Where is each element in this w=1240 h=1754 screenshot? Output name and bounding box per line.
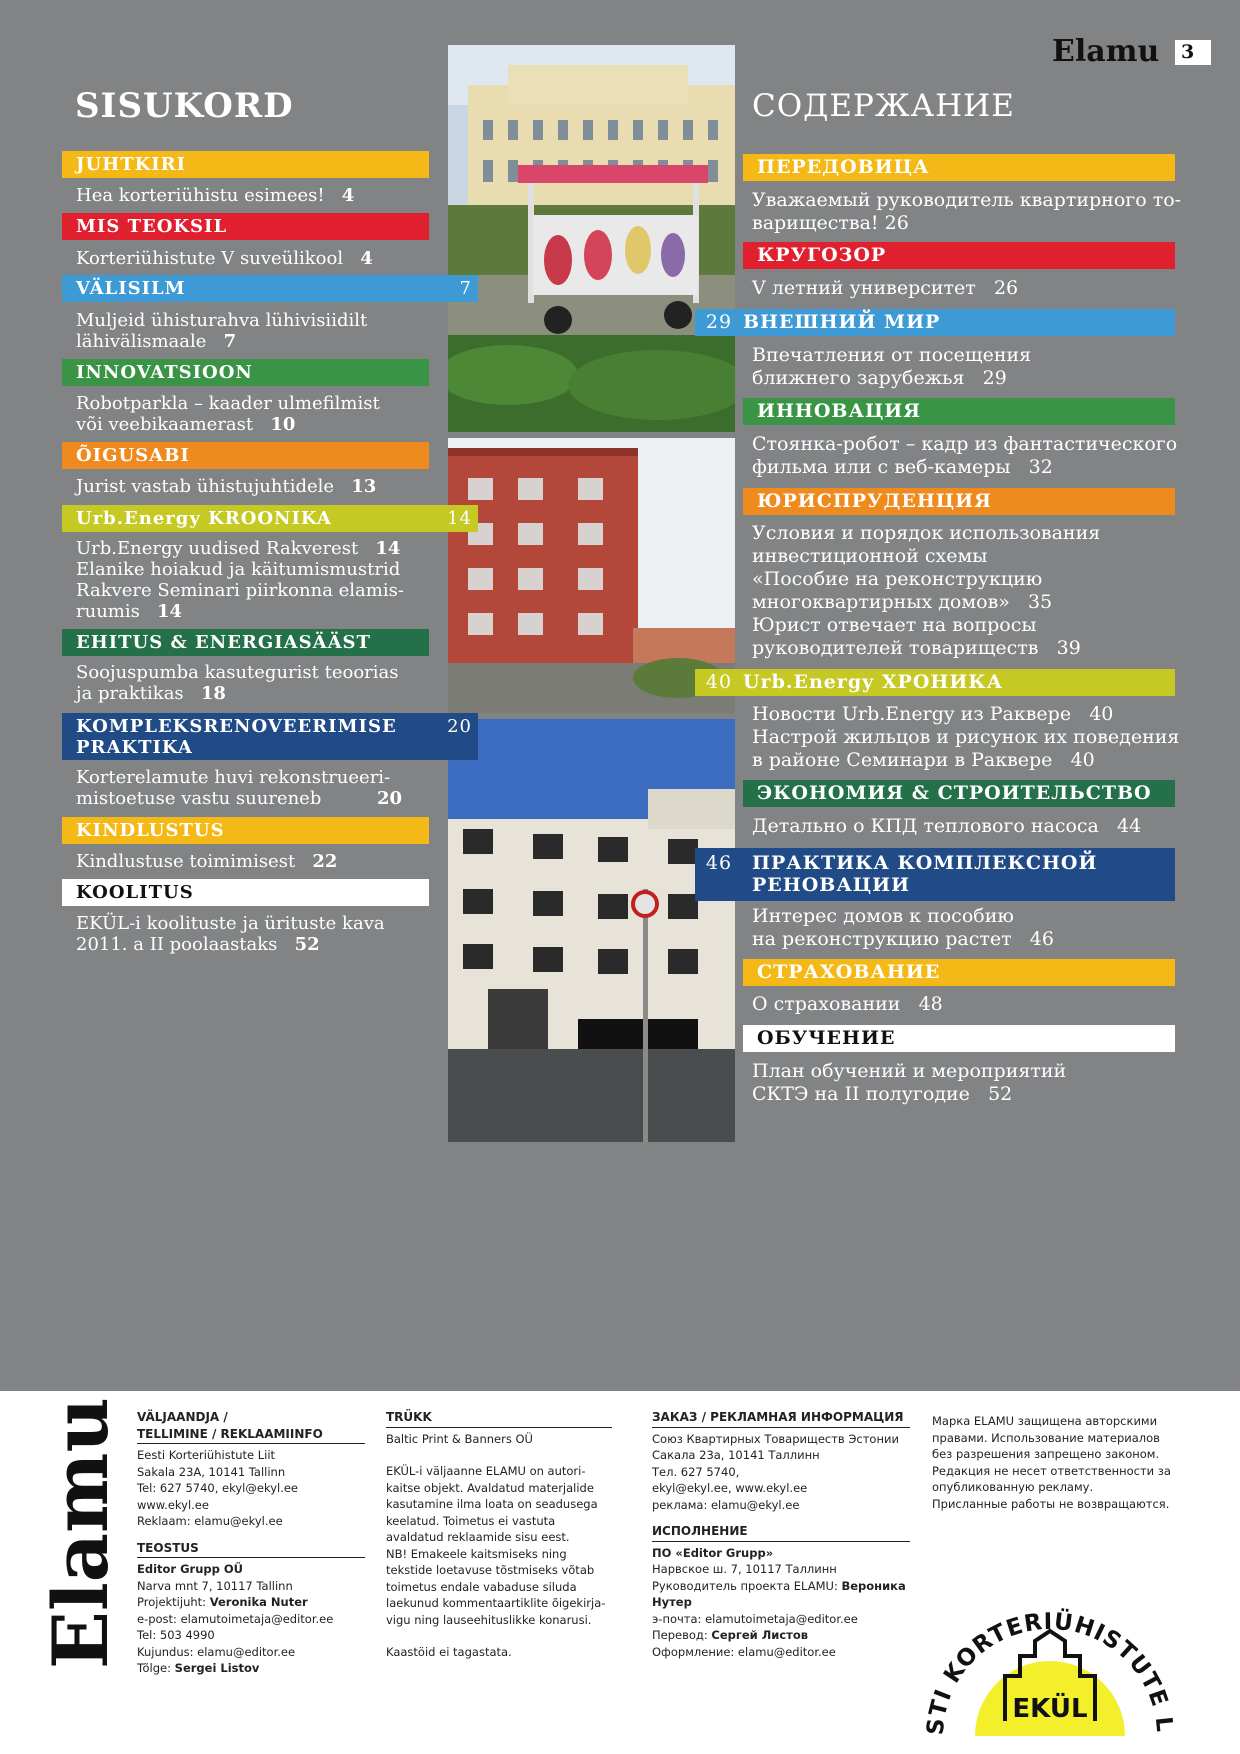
et-section-ehitus[interactable]: EHITUS & ENERGIASÄÄST bbox=[62, 629, 429, 656]
entry-text: 2011. a II poolaastaks bbox=[76, 934, 278, 955]
section-label: РЕНОВАЦИИ bbox=[752, 874, 911, 896]
entry-text: ближнего зарубежья bbox=[752, 367, 965, 389]
printer-line: kasutamine ilma loata on seadusega bbox=[386, 1497, 598, 1511]
page-ref: 7 bbox=[223, 331, 237, 352]
printer-line: tekstide loetavuse tõstmiseks võtab bbox=[386, 1563, 595, 1577]
copyright-line: опубликованную рекламу. bbox=[932, 1480, 1094, 1494]
printer-line: toimetus endale vabaduse siluda bbox=[386, 1579, 577, 1594]
photo-palace-golfcart bbox=[448, 45, 735, 432]
ru-contents-title: СОДЕРЖАНИЕ bbox=[752, 88, 1015, 124]
et-entry-kompleksrenoveerimise bbox=[76, 767, 402, 809]
executor-line: Kujundus: elamu@editor.ee bbox=[137, 1644, 296, 1659]
copyright-line: Присланные работы не возвращаются. bbox=[932, 1496, 1170, 1511]
section-label: Urb.Energy ХРОНИКА bbox=[743, 671, 1004, 693]
section-label: ВНЕШНИЙ МИР bbox=[743, 311, 941, 333]
copyright-line: правами. Использование материалов bbox=[932, 1430, 1160, 1445]
printer-line: kaitse objekt. Avaldatud materjalide bbox=[386, 1480, 594, 1495]
et-section-kindlustus[interactable]: KINDLUSTUS bbox=[62, 817, 429, 844]
et-contents-title: SISUKORD bbox=[75, 86, 294, 126]
entry-text: Elanike hoiakud ja käitumismustrid bbox=[76, 559, 401, 580]
entry-text: Интерес домов к пособию bbox=[752, 905, 1014, 927]
et-entry-juhtkiri bbox=[76, 185, 354, 206]
publisher-line: Tel: 627 5740, ekyl@ekyl.ee bbox=[137, 1481, 299, 1495]
ru-publisher-heading: ЗАКАЗ / РЕКЛАМНАЯ ИНФОРМАЦИЯ bbox=[652, 1409, 910, 1428]
ru-executor-line: Нарвское ш. 7, 10117 Таллинн bbox=[652, 1562, 837, 1576]
entry-text: О страховании bbox=[752, 993, 901, 1015]
ru-entry-hronika bbox=[752, 703, 1179, 772]
header-logo: Elamu bbox=[1052, 34, 1160, 69]
et-entry-oigusabi bbox=[76, 476, 376, 497]
ru-executor-line: ПО «Editor Grupp» bbox=[652, 1545, 774, 1560]
entry-text: План обучений и мероприятий bbox=[752, 1060, 1067, 1082]
publisher-line: www.ekyl.ee bbox=[137, 1497, 209, 1512]
entry-text: Soojuspumba kasutegurist teoorias bbox=[76, 662, 399, 683]
ekul-logo bbox=[925, 1541, 1175, 1741]
footer-logo: Elamu bbox=[36, 1397, 125, 1669]
page-ref: 20 bbox=[376, 788, 402, 809]
ru-publisher-line: Сакала 23а, 10141 Таллинн bbox=[652, 1448, 820, 1462]
entry-text: фильма или с веб-камеры bbox=[752, 456, 1011, 478]
ru-entry-obuchenie bbox=[752, 1060, 1066, 1106]
ru-section-krugozor[interactable]: КРУГОЗОР bbox=[743, 242, 1175, 269]
entry-text: ja praktikas bbox=[76, 683, 184, 704]
printer-block bbox=[386, 1409, 612, 1661]
et-section-oigusabi[interactable]: ÕIGUSABI bbox=[62, 442, 429, 469]
entry-text: V летний университет bbox=[752, 277, 976, 299]
entry-text: lähivälismaale bbox=[76, 331, 207, 352]
ru-publisher-line: ekyl@ekyl.ee, www.ekyl.ee bbox=[652, 1481, 808, 1495]
entry-text: Urb.Energy uudised Rakverest bbox=[76, 538, 359, 559]
section-label: PRAKTIKA bbox=[76, 737, 193, 758]
page-ref: 39 bbox=[1056, 637, 1081, 659]
ru-entry-krugozor bbox=[752, 277, 1018, 300]
entry-text: многоквартирных домов» bbox=[752, 591, 1010, 613]
ekul-mark-text: EKÜL bbox=[1012, 1694, 1088, 1724]
page-ref: 46 bbox=[1029, 928, 1054, 950]
page-ref: 32 bbox=[1028, 456, 1053, 478]
entry-text: Korteriühistute V suveülikool bbox=[76, 248, 344, 269]
ru-section-strahovanie[interactable]: СТРАХОВАНИЕ bbox=[743, 959, 1175, 986]
page-ref: 26 bbox=[884, 212, 909, 234]
ru-section-ekonomiya[interactable]: ЭКОНОМИЯ & СТРОИТЕЛЬСТВО bbox=[743, 780, 1175, 807]
et-entry-mis-teoksil bbox=[76, 248, 373, 269]
et-entry-kindlustus bbox=[76, 851, 337, 872]
page-ref: 26 bbox=[993, 277, 1019, 299]
copyright-line: без разрешения запрещено законом. bbox=[932, 1447, 1160, 1461]
entry-text: Детально о КПД теплового насоса bbox=[752, 815, 1099, 837]
et-entry-valisilm bbox=[76, 310, 367, 352]
entry-text: Robotparkla – kaader ulmefilmist bbox=[76, 393, 380, 414]
publisher-heading: VÄLJAANDJA / TELLIMINE / REKLAAMIINFO bbox=[137, 1409, 365, 1444]
copyright-line: Марка ELAMU защищена авторскими bbox=[932, 1414, 1158, 1428]
entry-text: Новости Urb.Energy из Раквере bbox=[752, 703, 1072, 725]
section-label: Urb.Energy KROONIKA bbox=[76, 508, 332, 529]
entry-text: ruumis bbox=[76, 601, 140, 622]
et-section-juhtkiri[interactable]: JUHTKIRI bbox=[62, 151, 429, 178]
ru-entry-ekonomiya bbox=[752, 815, 1141, 838]
page-ref: 10 bbox=[270, 414, 296, 435]
page-ref: 22 bbox=[312, 851, 338, 872]
entry-text: Jurist vastab ühistujuhtidele bbox=[76, 476, 335, 497]
page-ref: 52 bbox=[988, 1083, 1013, 1105]
entry-text: инвестиционной схемы bbox=[752, 545, 988, 567]
entry-text: варищества! bbox=[752, 212, 879, 234]
et-entry-koolitus bbox=[76, 913, 385, 955]
printer-line: laekunud kommentaartiklite õigekirja- bbox=[386, 1596, 606, 1610]
section-page-number: 7 bbox=[459, 278, 472, 299]
page-ref: 48 bbox=[918, 993, 943, 1015]
printer-heading: TRÜKK bbox=[386, 1409, 612, 1428]
ru-entry-strahovanie bbox=[752, 993, 943, 1016]
entry-text: Korterelamute huvi rekonstrueeri- bbox=[76, 767, 391, 788]
section-page-number: 20 bbox=[447, 716, 472, 737]
entry-text: Впечатления от посещения bbox=[752, 344, 1032, 366]
page-number: 3 bbox=[1175, 40, 1211, 65]
ru-entry-peredovica bbox=[752, 189, 1181, 235]
page-ref: 4 bbox=[360, 248, 373, 269]
copyright-line: Редакция не несет ответственности за bbox=[932, 1463, 1171, 1478]
ru-publisher-line: Союз Квартирных Товариществ Эстонии bbox=[652, 1431, 899, 1446]
imprint-footer bbox=[0, 1391, 1240, 1754]
ru-publisher-block bbox=[652, 1409, 910, 1660]
page-ref: 14 bbox=[157, 601, 183, 622]
ru-executor-heading: ИСПОЛНЕНИЕ bbox=[652, 1523, 910, 1542]
executor-heading: TEOSTUS bbox=[137, 1540, 365, 1559]
printer-line: Kaastöid ei tagastata. bbox=[386, 1645, 512, 1659]
entry-text: Юрист отвечает на вопросы bbox=[752, 614, 1037, 636]
ru-entry-vneshniy-mir bbox=[752, 344, 1031, 390]
page-ref: 29 bbox=[982, 367, 1007, 389]
et-section-valisilm[interactable] bbox=[62, 275, 478, 302]
executor-line: Tel: 503 4990 bbox=[137, 1628, 215, 1642]
entry-text: «Пособие на реконструкцию bbox=[752, 568, 1043, 590]
section-label: VÄLISILM bbox=[76, 278, 186, 299]
ru-section-obuchenie[interactable]: ОБУЧЕНИЕ bbox=[743, 1025, 1175, 1052]
ru-entry-innovaciya bbox=[752, 433, 1177, 479]
section-label: ПРАКТИКА КОМПЛЕКСНОЙ bbox=[752, 852, 1098, 874]
ru-section-innovaciya[interactable]: ИННОВАЦИЯ bbox=[743, 398, 1175, 425]
page-ref: 13 bbox=[351, 476, 377, 497]
page-ref: 18 bbox=[200, 683, 226, 704]
section-label: KOMPLEKSRENOVEERIMISE bbox=[76, 716, 397, 737]
entry-text: руководителей товариществ bbox=[752, 637, 1039, 659]
entry-text: СКТЭ на II полугодие bbox=[752, 1083, 970, 1105]
section-page-number: 14 bbox=[447, 508, 472, 529]
entry-text: Rakvere Seminari piirkonna elamis- bbox=[76, 580, 404, 601]
executor-line: Editor Grupp OÜ bbox=[137, 1562, 243, 1576]
page-ref: 52 bbox=[294, 934, 320, 955]
et-section-mis-teoksil[interactable]: MIS TEOKSIL bbox=[62, 213, 429, 240]
executor-line: Projektijuht: Veronika Nuter bbox=[137, 1595, 308, 1609]
et-section-kroonika[interactable] bbox=[62, 505, 478, 532]
ru-entry-praktika bbox=[752, 905, 1054, 951]
executor-line: Tõlge: Sergei Listov bbox=[137, 1661, 260, 1675]
entry-text: Kindlustuse toimimisest bbox=[76, 851, 296, 872]
printer-line: EKÜL-i väljaanne ELAMU on autori- bbox=[386, 1464, 586, 1478]
entry-text: Muljeid ühisturahva lühivisiidilt bbox=[76, 310, 368, 331]
page-ref: 35 bbox=[1028, 591, 1053, 613]
entry-text: Hea korteriühistu esimees! bbox=[76, 185, 325, 206]
ru-section-yurisprudenciya[interactable]: ЮРИСПРУДЕНЦИЯ bbox=[743, 488, 1175, 515]
ru-section-vneshniy-mir[interactable] bbox=[695, 309, 1175, 336]
publisher-line: Eesti Korteriühistute Liit bbox=[137, 1448, 276, 1462]
ru-executor-line: Перевод: Сергей Листов bbox=[652, 1628, 809, 1642]
executor-line: Narva mnt 7, 10117 Tallinn bbox=[137, 1578, 293, 1593]
entry-text: Стоянка-робот – кадр из фантастического bbox=[752, 433, 1178, 455]
page-ref: 14 bbox=[375, 538, 401, 559]
publisher-line: Sakala 23A, 10141 Tallinn bbox=[137, 1464, 286, 1479]
et-section-kompleksrenoveerimise[interactable] bbox=[62, 713, 478, 760]
publisher-block bbox=[137, 1409, 365, 1677]
ru-section-praktika[interactable] bbox=[695, 848, 1175, 901]
ru-entry-yurisprudenciya bbox=[752, 522, 1100, 660]
entry-text: Настрой жильцов и рисунок их поведения bbox=[752, 726, 1180, 748]
page-ref: 4 bbox=[341, 185, 355, 206]
ru-section-peredovica[interactable]: ПЕРЕДОВИЦА bbox=[743, 154, 1175, 181]
photo-red-apartment bbox=[448, 438, 735, 713]
publisher-line: Reklaam: elamu@ekyl.ee bbox=[137, 1514, 283, 1528]
page-ref: 40 bbox=[1089, 703, 1114, 725]
ru-publisher-line: реклама: elamu@ekyl.ee bbox=[652, 1497, 800, 1512]
section-page-number: 46 bbox=[705, 852, 733, 874]
entry-text: Условия и порядок использования bbox=[752, 522, 1101, 544]
ekul-arc-text: STI KORTERIÜHISTUTE L bbox=[925, 1608, 1175, 1737]
printer-line: vigu ning lauseehituslikke konarusi. bbox=[386, 1612, 592, 1627]
entry-text: Уважаемый руководитель квартирного то- bbox=[752, 189, 1182, 211]
et-section-innovatsioon[interactable]: INNOVATSIOON bbox=[62, 359, 429, 386]
entry-text: või veebikaamerast bbox=[76, 414, 254, 435]
section-page-number: 40 bbox=[705, 671, 733, 693]
copyright-block bbox=[932, 1413, 1182, 1512]
printer-line: Baltic Print & Banners OÜ bbox=[386, 1431, 533, 1446]
entry-text: EKÜL-i koolituste ja ürituste kava bbox=[76, 913, 385, 934]
photo-white-apartment bbox=[448, 719, 735, 1142]
ru-executor-line: Нутер bbox=[652, 1595, 692, 1609]
ru-executor-line: э-почта: elamutoimetaja@editor.ee bbox=[652, 1611, 858, 1626]
page-ref: 40 bbox=[1070, 749, 1095, 771]
et-entry-innovatsioon bbox=[76, 393, 380, 435]
ru-executor-line: Оформление: elamu@editor.ee bbox=[652, 1644, 836, 1659]
entry-text: в районе Семинари в Раквере bbox=[752, 749, 1053, 771]
printer-line: NB! Emakeele kaitsmiseks ning bbox=[386, 1546, 567, 1561]
ru-executor-line: Руководитель проекта ELAMU: Вероника bbox=[652, 1578, 906, 1593]
et-entry-kroonika bbox=[76, 538, 404, 622]
section-page-number: 29 bbox=[705, 311, 733, 333]
ru-publisher-line: Тел. 627 5740, bbox=[652, 1464, 740, 1479]
executor-line: e-post: elamutoimetaja@editor.ee bbox=[137, 1611, 334, 1626]
entry-text: на реконструкцию растет bbox=[752, 928, 1012, 950]
printer-line: keelatud. Toimetus ei vastuta bbox=[386, 1513, 556, 1528]
et-entry-ehitus bbox=[76, 662, 399, 704]
ru-section-hronika[interactable] bbox=[695, 669, 1175, 696]
entry-text: mistoetuse vastu suureneb bbox=[76, 788, 322, 809]
page-ref: 44 bbox=[1117, 815, 1142, 837]
et-section-koolitus[interactable]: KOOLITUS bbox=[62, 879, 429, 906]
printer-line: avaldatud reklaamide sisu eest. bbox=[386, 1530, 570, 1544]
